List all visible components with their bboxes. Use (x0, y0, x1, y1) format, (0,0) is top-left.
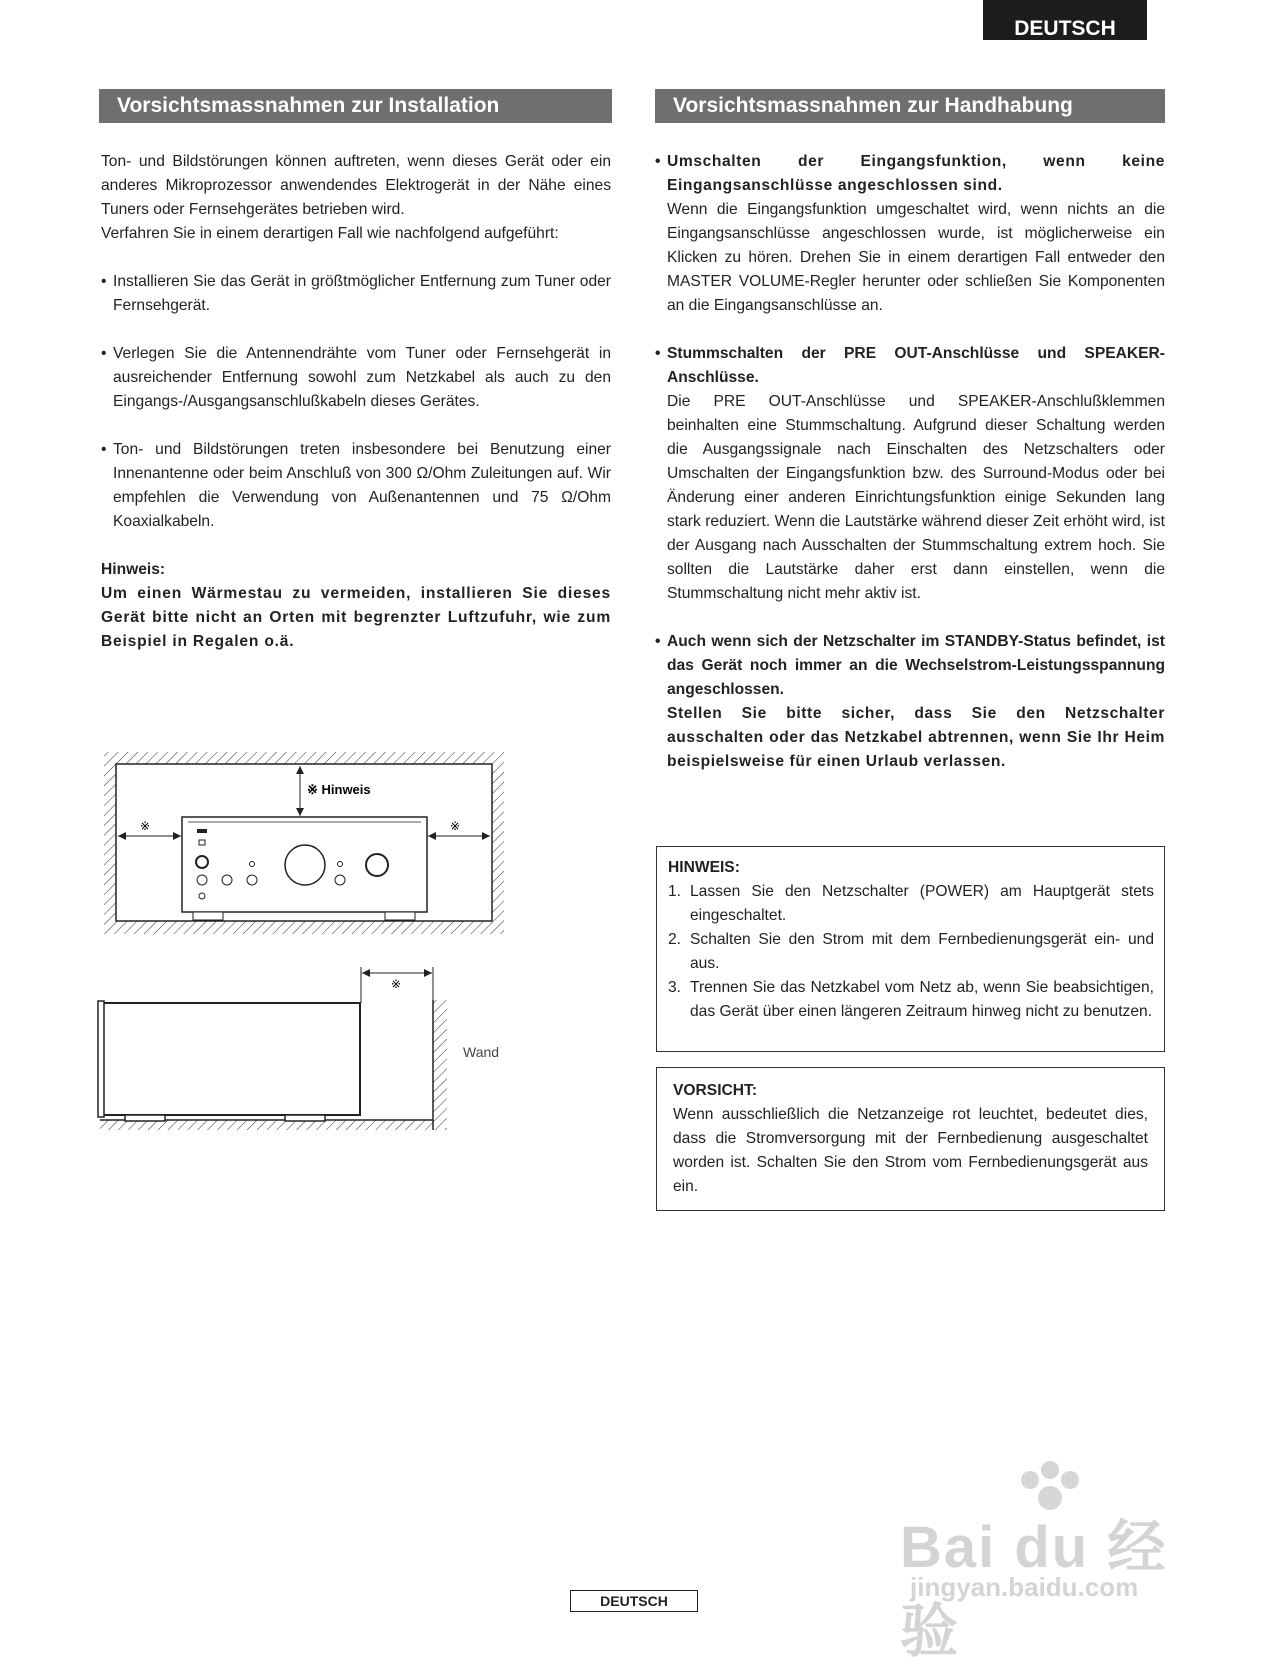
vorsicht-label: VORSICHT: (673, 1082, 758, 1099)
list-item: • Ton- und Bildstörungen treten insbesondere bei Benutzung einer Innenantenne oder beim Anschluß von 300 Ω/Ohm Zuleitungen auf. Wir empfehlen die Verwendung von Außenantennen und 75 Ω/Ohm Koaxialkabeln. (101, 441, 611, 530)
footer-language-tab: DEUTSCH (570, 1590, 698, 1612)
amplifier-side (102, 1003, 360, 1115)
note-label: Hinweis: (101, 561, 166, 578)
front-view-diagram (100, 750, 520, 940)
wall-label: Wand (463, 1044, 500, 1060)
intro-paragraph-1: Ton- und Bildstörungen können auftreten, wenn dieses Gerät oder ein anderes Mikroprozessor anwendendes Elektrogerät in der Nähe eines Tuners oder Fernsehgerätes betrieben wird. (101, 153, 611, 218)
list-item: • Umschalten der Eingangsfunktion, wenn keine Eingangsanschlüsse angeschlossen sind. Wenn die Eingangsfunktion umgeschaltet wird, wenn nichts an die Eingangsanschlüsse angeschlossen wurde, ist möglicherweise ein Klicken zu hören. Drehen Sie in einem derartigen Fall entweder den MASTER VOLUME-Regler herunter oder schließen Sie Komponenten an die Eingangsanschlüsse an. (655, 153, 1165, 314)
list-item: 3. Trennen Sie das Netzkabel vom Netz ab, wenn Sie beabsichtigen, das Gerät über einen längeren Zeitraum hinweg nicht zu benutzen. (668, 979, 1154, 1020)
vorsicht-box (656, 1067, 1165, 1211)
hinweis-label: HINWEIS: (668, 859, 740, 876)
baidu-watermark (900, 1440, 1200, 1664)
hint-label: ※ Hinweis (307, 782, 371, 797)
clearance-mark: ※ (450, 819, 461, 833)
list-item: • Installieren Sie das Gerät in größtmöglicher Entfernung zum Tuner oder Fernsehgerät. (101, 273, 611, 314)
vorsicht-text: Wenn ausschließlich die Netzanzeige rot leuchtet, bedeutet dies, dass die Stromversorgung mit der Fernbedienung ausgeschaltet worden ist. Schalten Sie den Strom vom Fernbedienungsgerät aus ein. (673, 1106, 1148, 1195)
watermark-url: jingyan.baidu.com (910, 1572, 1139, 1602)
wall-hatch (433, 1000, 447, 1130)
installation-text (101, 150, 611, 654)
clearance-mark: ※ (391, 977, 402, 991)
list-item: 1. Lassen Sie den Netzschalter (POWER) am Hauptgerät stets eingeschaltet. (668, 883, 1154, 924)
handling-text (655, 150, 1165, 774)
handling-section-title: Vorsichtsmassnahmen zur Handhabung (655, 89, 1165, 123)
list-item: 2. Schalten Sie den Strom mit dem Fernbedienungsgerät ein- und aus. (668, 931, 1154, 972)
list-item: • Stummschalten der PRE OUT-Anschlüsse und SPEAKER-Anschlüsse. Die PRE OUT-Anschlüsse und SPEAKER-Anschlußklemmen beinhalten eine Stummschaltung. Aufgrund dieser Schaltung werden die Ausgangssignale nach Einschalten des Netzschalters oder Umschalten der Eingangsfunktion bzw. des Surround-Modus oder bei Änderung einer anderen Einrichtungsfunktion einige Sekunden lang stark reduziert. Wenn die Lautstärke während dieser Zeit erhöht wird, ist der Ausgang nach Ausschalten der Stummschaltung extrem hoch. Sie sollten die Lautstärke daher erst dann einstellen, wenn die Stummschaltung nicht mehr aktiv ist. (655, 345, 1165, 602)
amplifier-front (182, 817, 427, 912)
installation-section-title: Vorsichtsmassnahmen zur Installation (99, 89, 612, 123)
side-view-diagram (95, 955, 515, 1135)
note-text: Um einen Wärmestau zu vermeiden, installieren Sie dieses Gerät bitte nicht an Orten mit begrenzter Luftzufuhr, wie zum Beispiel in Regalen o.ä. (101, 585, 611, 650)
clearance-mark: ※ (140, 819, 151, 833)
hinweis-box (656, 846, 1165, 1052)
list-item: • Verlegen Sie die Antennendrähte vom Tuner oder Fernsehgerät in ausreichender Entfernung sowohl zum Netzkabel als auch zu den Eingangs-/Ausgangsanschlußkabeln dieses Gerätes. (101, 345, 611, 410)
language-tab: DEUTSCH (983, 0, 1147, 40)
intro-paragraph-2: Verfahren Sie in einem derartigen Fall wie nachfolgend aufgeführt: (101, 225, 559, 242)
watermark-brand: Bai du 经验 (900, 1515, 1168, 1664)
list-item: • Auch wenn sich der Netzschalter im STANDBY-Status befindet, ist das Gerät noch immer an die Wechselstrom-Leistungsspannung angeschlossen. Stellen Sie bitte sicher, dass Sie den Netzschalter ausschalten oder das Netzkabel abtrennen, wenn Sie Ihr Heim beispielsweise für einen Urlaub verlassen. (655, 633, 1165, 770)
